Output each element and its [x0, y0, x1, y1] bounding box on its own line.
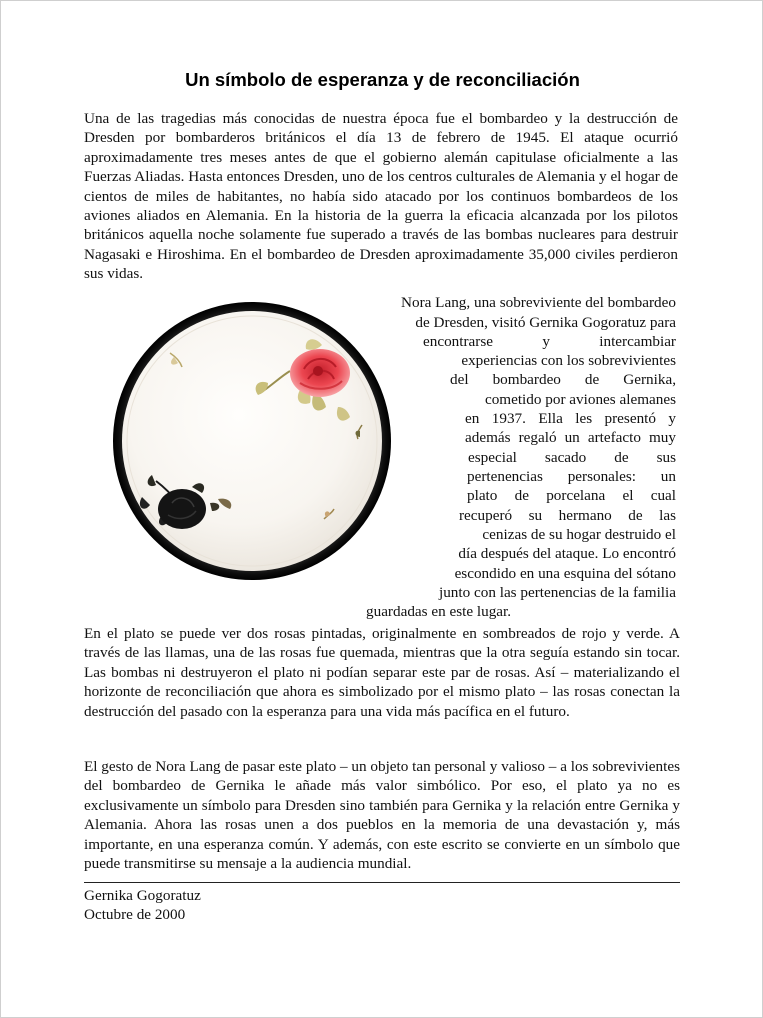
side-text-line: en 1937. Ella les presentó y: [465, 410, 676, 427]
footer-divider: [84, 882, 680, 883]
footer-author: Gernika Gogoratuz: [84, 887, 201, 904]
side-text-line: guardadas en este lugar.: [366, 603, 512, 620]
side-text-line: recuperó su hermano de las: [459, 507, 676, 524]
side-text-line: pertenencias personales: un: [467, 468, 676, 485]
side-text-line: cenizas de su hogar destruido el: [482, 526, 676, 543]
side-text-line: de Dresden, visitó Gernika Gogoratuz para: [415, 314, 676, 331]
paragraph-intro: Una de las tragedias más conocidas de nuestra época fue el bombardeo y la destrucción de Dresden por bombarderos británicos el día 13 de febrero de 1945. El ataque ocurrió aproximadamente tres meses antes de que el gobierno alemán capitulase oficialmente a las Fuerzas Aliadas. Hasta entonces Dresden, uno de los centros culturales de Alemania y el hogar de cientos de miles de habitantes, no había sido atacado por los continuos bombardeos de los aviones aliados en Alemania. En la historia de la guerra la eficacia alcanzada por los pilotos británicos aquella noche solamente fue superado a través de las bombas nucleares para destruir Nagasaki e Hiroshima. En el bombardeo de Dresden aproximadamente 35,000 civiles perdieron sus vidas.: [84, 110, 678, 283]
side-text-line: además regaló un artefacto muy: [465, 429, 676, 446]
paragraph-roses: En el plato se puede ver dos rosas pintadas, originalmente en sombreados de rojo y verde. A través de las llamas, una de las rosas fue quemada, mientras que la otra seguía estando sin tocar. Las bombas ni destruyeron el plato ni podían separar este par de rosas. Así – materializando el horizonte de reconciliación que ahora es simbolizado por el mismo plato – las rosas conectan la destrucción del pasado con la esperanza para una vida más pacífica en el futuro.: [84, 625, 680, 720]
side-text-line: cometido por aviones alemanes: [484, 391, 676, 408]
footer-date: Octubre de 2000: [84, 906, 186, 923]
document-title: Un símbolo de esperanza y de reconciliación: [185, 69, 580, 90]
porcelain-plate-image: [112, 301, 392, 581]
side-text-line: especial sacado de sus: [468, 449, 676, 466]
side-text-line: plato de porcelana el cual: [467, 487, 676, 504]
plate-face: [122, 311, 382, 571]
side-text-line: encontrarse y intercambiar: [423, 333, 676, 350]
side-text-line: junto con las pertenencias de la familia: [438, 584, 676, 601]
side-text-line: experiencias con los sobrevivientes: [461, 352, 676, 369]
side-text-line: Nora Lang, una sobreviviente del bombardeo: [401, 294, 676, 311]
paragraph-gesture: El gesto de Nora Lang de pasar este plato – un objeto tan personal y valioso – a los sobrevivientes del bombardeo de Gernika le añade más valor simbólico. Por eso, el plato ya no es exclusivamente un símbolo para Dresden sino también para Gernika y la relación entre Gernika y Alemania. Ahora las rosas unen a dos pueblos en la memoria de una devastación y, más importante, en una esperanza común. Y además, con este escrito se convierte en un símbolo que puede transmitirse su mensaje a la audiencia mundial.: [84, 758, 680, 873]
side-text-line: escondido en una esquina del sótano: [454, 565, 676, 582]
side-text-line: del bombardeo de Gernika,: [450, 371, 676, 388]
side-text-line: día después del ataque. Lo encontró: [458, 545, 676, 562]
